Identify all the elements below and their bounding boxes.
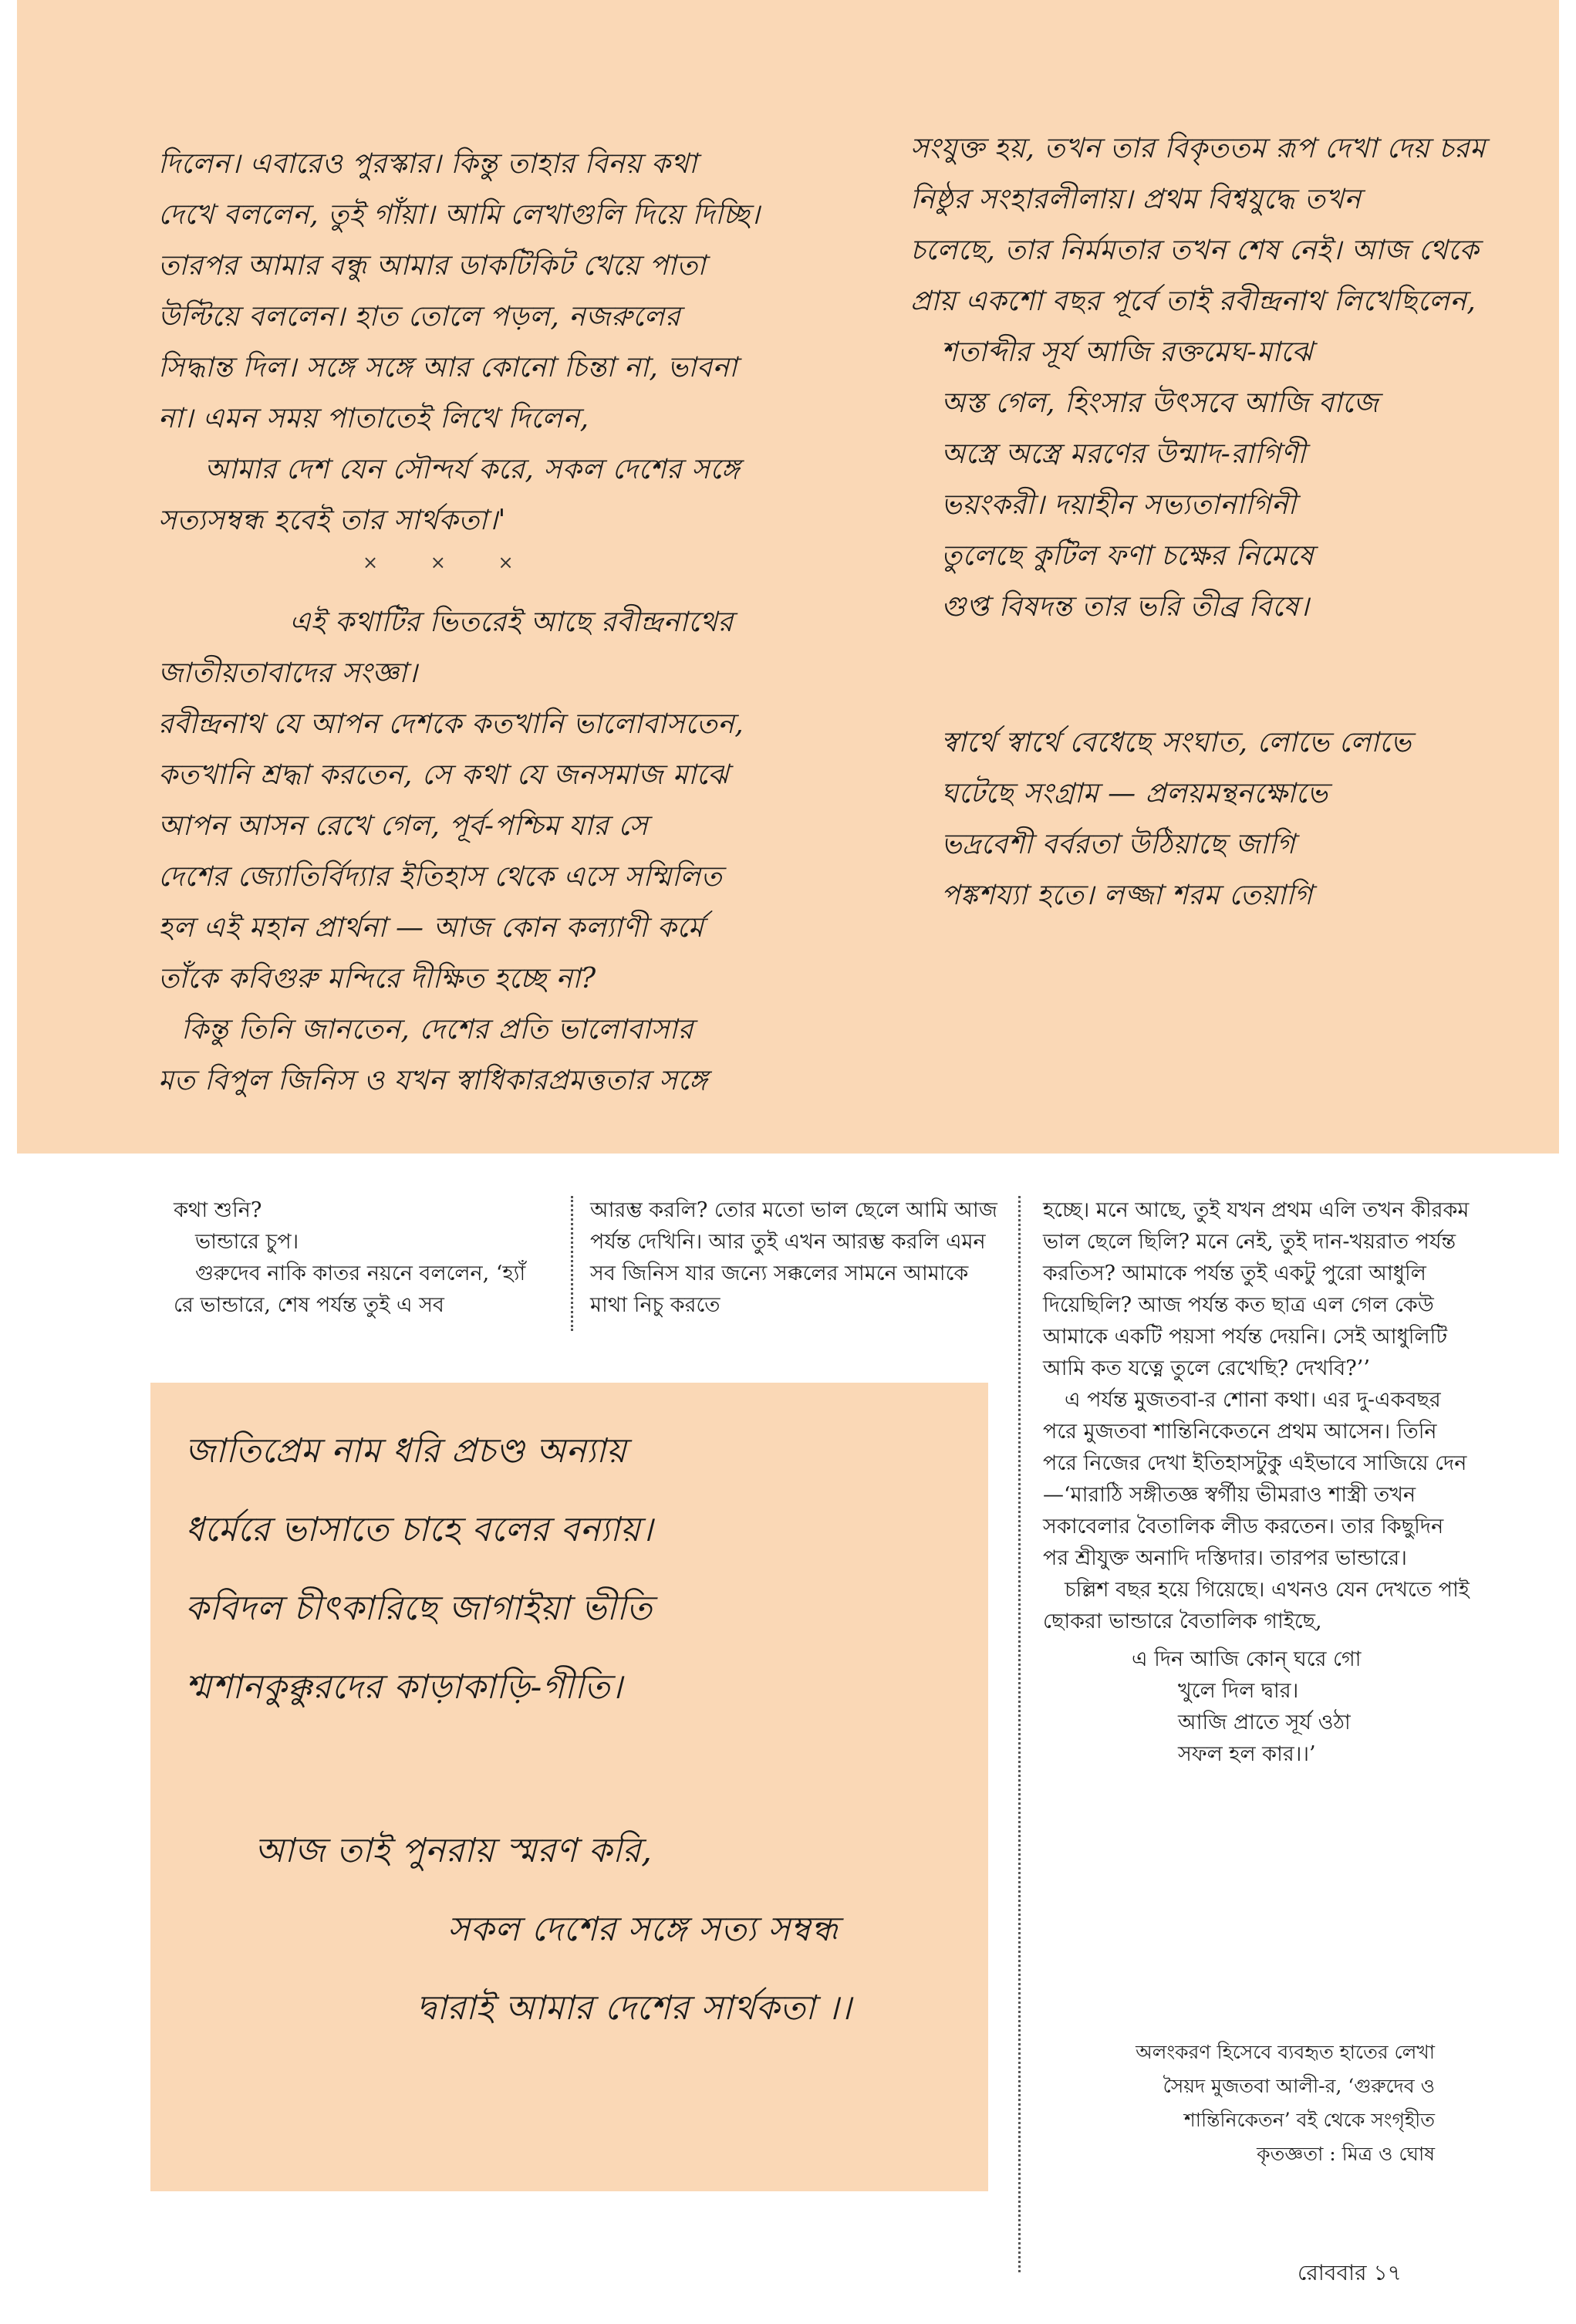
column-divider — [1018, 1196, 1021, 2272]
manuscript-line: আমার দেশ যেন সৌন্দর্য করে, সকল দেশের সঙ্গে — [204, 454, 741, 485]
song-line: সফল হল কার।।’ — [1178, 1742, 1316, 1766]
song-line: আজি প্রাতে সূর্য ওঠা — [1178, 1711, 1351, 1735]
manuscript-line: তারপর আমার বন্ধু আমার ডাকটিকিট খেয়ে পাতা — [158, 250, 707, 282]
manuscript-line: ধর্মেরে ভাসাতে চাহে বলের বন্যায়। — [185, 1510, 653, 1549]
paragraph: ভান্ডারে চুপ। — [195, 1230, 299, 1254]
manuscript-line: চলেছে, তার নির্মমতার তখন শেষ নেই। আজ থেকে — [910, 235, 1480, 266]
manuscript-line: কবিদল চীৎকারিছে জাগাইয়া ভীতি — [185, 1589, 653, 1628]
manuscript-line: সিদ্ধান্ত দিল। সঙ্গে সঙ্গে আর কোনো চিন্তা না, ভাবনা — [158, 352, 737, 383]
article-column-1 — [174, 1194, 536, 1321]
manuscript-line: অস্ত্রে অস্ত্রে মরণের উন্মাদ-রাগিণী — [941, 438, 1306, 470]
manuscript-line: রবীন্দ্রনাথ যে আপন দেশকে কতখানি ভালোবাসতেন, — [158, 708, 744, 740]
manuscript-line: জাতিপ্রেম নাম ধরি প্রচণ্ড অন্যায় — [185, 1431, 627, 1471]
manuscript-line: পঙ্কশয্যা হতে। লজ্জা শরম তেয়াগি — [941, 880, 1313, 911]
song-line: খুলে দিল দ্বার। — [1178, 1679, 1299, 1703]
page-folio: রোববার ১৭ — [1298, 2260, 1402, 2285]
article-column-2 — [590, 1194, 999, 1321]
manuscript-line: হল এই মহান প্রার্থনা — আজ কোন কল্যাণী কর্মে — [158, 912, 704, 944]
paragraph: হচ্ছে। মনে আছে, তুই যখন প্রথম এলি তখন কীরকম ভাল ছেলে ছিলি? মনে নেই, তুই দান-খয়রাত পর্যন্ত করতিস? আমাকে পর্যন্ত তুই একটু পুরো আধুলি দিয়েছিলি? আজ পর্যন্ত কত ছাত্র এল গেল কেউ আমাকে একটি পয়সা পর্যন্ত দেয়নি। সেই আধুলিটি আমি কত যত্নে তুলে রেখেছি? দেখবি?’’ — [1043, 1198, 1470, 1380]
manuscript-line: প্রায় একশো বছর পূর্বে তাই রবীন্দ্রনাথ লিখেছিলেন, — [910, 285, 1476, 317]
paragraph: কথা শুনি? — [174, 1198, 262, 1222]
caption-line: অলংকরণ হিসেবে ব্যবহৃত হাতের লেখা — [1136, 2041, 1435, 2063]
caption-line: শান্তিনিকেতন’ বই থেকে সংগৃহীত — [1184, 2109, 1435, 2131]
caption-credit: কৃতজ্ঞতা : মিত্র ও ঘোষ — [1257, 2143, 1435, 2165]
manuscript-line: সংযুক্ত হয়, তখন তার বিকৃততম রূপ দেখা দেয় চরম — [910, 133, 1486, 164]
manuscript-line: উল্টিয়ে বললেন। হাত তোলে পড়ল, নজরুলের — [158, 301, 681, 333]
manuscript-line: ভদ্রবেশী বর্বরতা উঠিয়াছে জাগি — [941, 829, 1296, 860]
song-line: এ দিন আজি কোন্ ঘরে গো — [1132, 1647, 1362, 1671]
manuscript-bottom-text — [185, 1412, 972, 2048]
manuscript-line: এই কথাটির ভিতরেই আছে রবীন্দ্রনাথের — [289, 606, 734, 638]
manuscript-line: জাতীয়তাবাদের সংজ্ঞা। — [158, 657, 418, 689]
manuscript-line: না। এমন সময় পাতাতেই লিখে দিলেন, — [158, 403, 589, 434]
manuscript-line: শ্মশানকুক্কুরদের কাড়াকাড়ি-গীতি। — [185, 1667, 623, 1707]
manuscript-right-column — [910, 123, 1527, 921]
column-divider — [571, 1196, 573, 1331]
manuscript-line: মত বিপুল জিনিস ও যখন স্বাধিকারপ্রমত্ততার সঙ্গে — [158, 1065, 708, 1096]
manuscript-line: আপন আসন রেখে গেল, পূর্ব-পশ্চিম যার সে — [158, 810, 649, 842]
manuscript-line: দেখে বললেন, তুই গাঁয়া। আমি লেখাগুলি দিয়ে দিচ্ছি। — [158, 199, 761, 231]
manuscript-line: স্বার্থে স্বার্থে বেধেছে সংঘাত, লোভে লোভে — [941, 727, 1412, 758]
manuscript-line: নিষ্ঠুর সংহারলীলায়। প্রথম বিশ্বযুদ্ধে তখন — [910, 184, 1362, 215]
article-column-3 — [1043, 1194, 1475, 1770]
manuscript-line: অস্ত গেল, হিংসার উৎসবে আজি বাজে — [941, 387, 1379, 419]
manuscript-line: দ্বারাই আমার দেশের সার্থকতা ।। — [417, 1988, 852, 2028]
manuscript-line: তুলেছে কুটিল ফণা চক্ষের নিমেষে — [941, 540, 1314, 572]
section-break-marks: × × × — [363, 552, 537, 573]
song-quote — [1043, 1643, 1475, 1770]
image-caption — [1057, 2035, 1435, 2171]
paragraph: চল্লিশ বছর হয়ে গিয়েছে। এখনও যেন দেখতে পাই ছোকরা ভান্ডারে বৈতালিক গাইছে, — [1043, 1578, 1470, 1633]
manuscript-line: সকল দেশের সঙ্গে সত্য সম্বন্ধ — [447, 1910, 839, 1949]
paragraph: এ পর্যন্ত মুজতবা-র শোনা কথা। এর দু-একবছর পরে মুজতবা শান্তিনিকেতনে প্রথম আসেন। তিনি পরে নিজের দেখা ইতিহাসটুকু এইভাবে সাজিয়ে দেন—‘মারাঠি সঙ্গীতজ্ঞ স্বর্গীয় ভীমরাও শাস্ত্রী তখন সকাবেলার বৈতালিক লীড করতেন। তার কিছুদিন পর শ্রীযুক্ত অনাদি দস্তিদার। তারপর ভান্ডারে। — [1043, 1388, 1467, 1570]
manuscript-line: গুপ্ত বিষদন্ত তার ভরি তীব্র বিষে। — [941, 591, 1310, 623]
manuscript-line: তাঁকে কবিগুরু মন্দিরে দীক্ষিত হচ্ছে না? — [158, 963, 596, 995]
manuscript-line: ঘটেছে সংগ্রাম — প্রলয়মন্থনক্ষোভে — [941, 778, 1328, 809]
manuscript-line: আজ তাই পুনরায় স্মরণ করি, — [255, 1831, 653, 1870]
paragraph: গুরুদেব নাকি কাতর নয়নে বললেন, ‘হ্যাঁ রে ভান্ডারে, শেষ পর্যন্ত তুই এ সব — [174, 1262, 526, 1317]
manuscript-left-column — [158, 139, 761, 1106]
paragraph: আরম্ভ করলি? তোর মতো ভাল ছেলে আমি আজ পর্যন্ত দেখিনি। আর তুই এখন আরম্ভ করলি এমন সব জিনিস যার জন্যে সক্কলের সামনে আমাকে মাথা নিচু করতে — [590, 1198, 997, 1317]
manuscript-line: শতাব্দীর সূর্য আজি রক্তমেঘ-মাঝে — [941, 336, 1314, 368]
manuscript-line: দেশের জ্যোতির্বিদ্যার ইতিহাস থেকে এসে সম্মিলিত — [158, 861, 723, 893]
manuscript-line: কতখানি শ্রদ্ধা করতেন, সে কথা যে জনসমাজ মাঝে — [158, 759, 730, 791]
manuscript-line: ভয়ংকরী। দয়াহীন সভ্যতানাগিনী — [941, 489, 1297, 521]
manuscript-line: সত্যসম্বন্ধ হবেই তার সার্থকতা।' — [158, 505, 506, 536]
manuscript-line: দিলেন। এবারেও পুরস্কার। কিন্তু তাহার বিনয় কথা — [158, 148, 697, 180]
caption-line: সৈয়দ মুজতবা আলী-র, ‘গুরুদেব ও — [1163, 2075, 1435, 2097]
manuscript-line: কিন্তু তিনি জানতেন, দেশের প্রতি ভালোবাসার — [181, 1014, 694, 1045]
